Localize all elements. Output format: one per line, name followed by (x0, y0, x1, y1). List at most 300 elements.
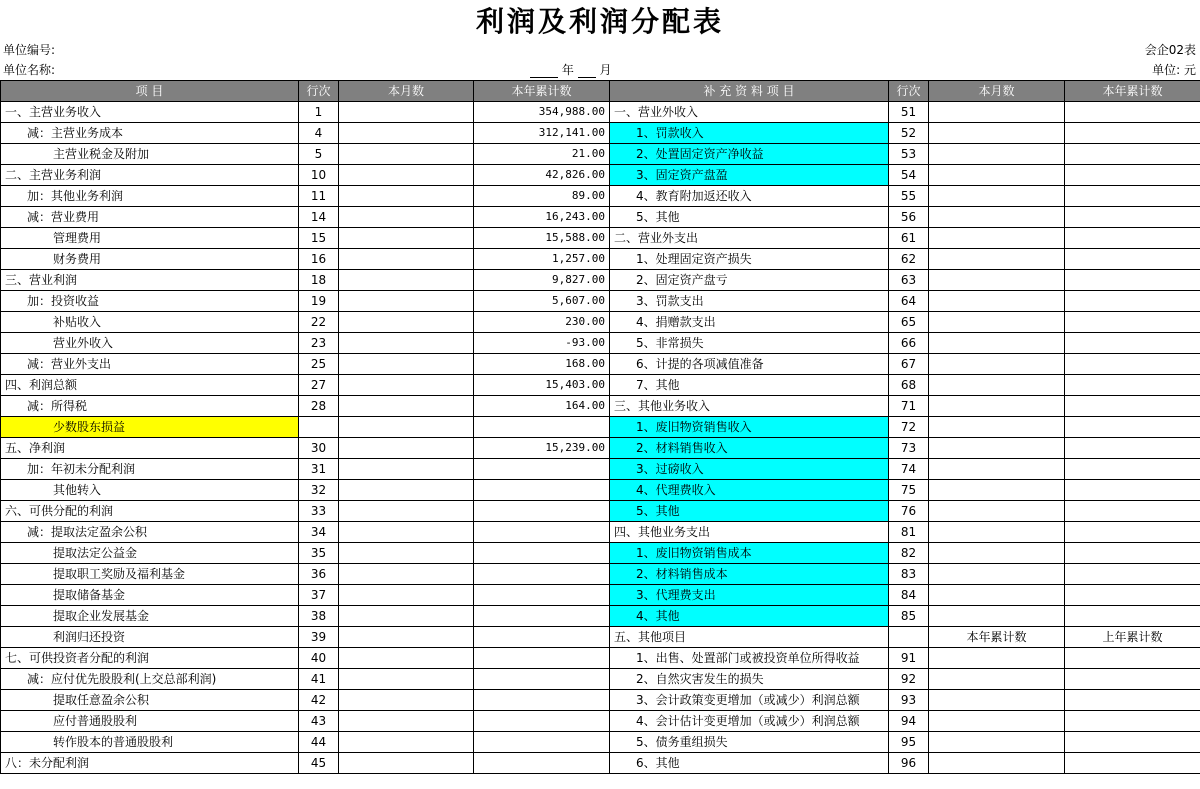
ytd-value-cell[interactable] (474, 564, 610, 585)
month-value-cell[interactable] (339, 564, 474, 585)
supp-month-value-cell[interactable] (929, 312, 1065, 333)
supp-month-value-cell[interactable] (929, 144, 1065, 165)
table-row (1, 270, 1200, 291)
supp-month-value-cell[interactable] (929, 480, 1065, 501)
table-row (1, 564, 1200, 585)
supp-ytd-value-cell[interactable] (1065, 543, 1200, 564)
supp-ytd-value-cell[interactable] (1065, 165, 1200, 186)
supp-row-no-cell[interactable]: 63 (889, 270, 929, 291)
month-value-cell[interactable] (339, 732, 474, 753)
supp-month-value-cell[interactable] (929, 438, 1065, 459)
row-no-cell[interactable]: 45 (299, 753, 339, 774)
supp-month-value-cell[interactable] (929, 606, 1065, 627)
supp-item-cell[interactable]: 3、会计政策变更增加（或减少）利润总额 (610, 690, 889, 711)
row-no-cell[interactable]: 39 (299, 627, 339, 648)
header-ytd: 本年累计数 (474, 81, 610, 102)
ytd-value-cell[interactable]: 15,239.00 (474, 438, 610, 459)
supp-row-no-cell[interactable]: 54 (889, 165, 929, 186)
supp-item-cell[interactable]: 6、其他 (610, 753, 889, 774)
supp-row-no-cell[interactable]: 62 (889, 249, 929, 270)
table-row (1, 207, 1200, 228)
supp-ytd-value-cell[interactable] (1065, 333, 1200, 354)
table-body (1, 102, 1200, 774)
header-supp-item: 补 充 资 料 项 目 (610, 81, 889, 102)
supp-row-no-cell[interactable]: 61 (889, 228, 929, 249)
item-cell[interactable]: 四、利润总额 (1, 375, 299, 396)
item-cell[interactable]: 提取职工奖励及福利基金 (1, 564, 299, 585)
item-cell[interactable]: 减：营业外支出 (1, 354, 299, 375)
supp-row-no-cell[interactable]: 51 (889, 102, 929, 123)
supp-row-no-cell[interactable]: 94 (889, 711, 929, 732)
ytd-value-cell[interactable] (474, 711, 610, 732)
ytd-value-cell[interactable] (474, 690, 610, 711)
month-label: 月 (599, 63, 612, 77)
row-no-cell[interactable]: 41 (299, 669, 339, 690)
supp-month-value-cell[interactable] (929, 123, 1065, 144)
ytd-value-cell[interactable]: 42,826.00 (474, 165, 610, 186)
supp-item-cell[interactable]: 5、其他 (610, 501, 889, 522)
row-no-cell[interactable]: 30 (299, 438, 339, 459)
supp-row-no-cell[interactable]: 67 (889, 354, 929, 375)
row-no-cell[interactable]: 4 (299, 123, 339, 144)
item-cell[interactable]: 减：主营业务成本 (1, 123, 299, 144)
header-item: 项 目 (1, 81, 299, 102)
supp-row-no-cell[interactable]: 82 (889, 543, 929, 564)
month-value-cell[interactable] (339, 333, 474, 354)
supp-ytd-value-cell[interactable] (1065, 732, 1200, 753)
table-row (1, 144, 1200, 165)
table-row (1, 522, 1200, 543)
month-value-cell[interactable] (339, 270, 474, 291)
table-row (1, 501, 1200, 522)
item-cell[interactable]: 提取任意盈余公积 (1, 690, 299, 711)
supp-item-cell[interactable]: 7、其他 (610, 375, 889, 396)
supp-month-value-cell[interactable] (929, 186, 1065, 207)
supp-ytd-value-cell[interactable] (1065, 396, 1200, 417)
supp-row-no-cell[interactable]: 73 (889, 438, 929, 459)
supp-ytd-value-cell[interactable] (1065, 291, 1200, 312)
month-value-cell[interactable] (339, 354, 474, 375)
supp-month-value-cell[interactable] (929, 543, 1065, 564)
item-cell[interactable]: 补贴收入 (1, 312, 299, 333)
table-row (1, 249, 1200, 270)
item-cell[interactable]: 减：应付优先股股利(上交总部利润) (1, 669, 299, 690)
ytd-value-cell[interactable]: 9,827.00 (474, 270, 610, 291)
supp-month-value-cell[interactable] (929, 711, 1065, 732)
supp-ytd-value-cell[interactable] (1065, 102, 1200, 123)
supp-item-cell[interactable]: 1、罚款收入 (610, 123, 889, 144)
supp-month-value-cell[interactable] (929, 228, 1065, 249)
supp-ytd-value-cell[interactable] (1065, 459, 1200, 480)
supp-row-no-cell[interactable]: 92 (889, 669, 929, 690)
month-value-cell[interactable] (339, 291, 474, 312)
supp-month-value-cell[interactable] (929, 522, 1065, 543)
table-row (1, 312, 1200, 333)
header-supp-row-no: 行次 (889, 81, 929, 102)
month-value-cell[interactable] (339, 123, 474, 144)
table-row (1, 753, 1200, 774)
table-row (1, 396, 1200, 417)
supp-month-value-cell[interactable] (929, 648, 1065, 669)
supp-month-value-cell[interactable] (929, 165, 1065, 186)
supp-ytd-value-cell[interactable] (1065, 648, 1200, 669)
supp-ytd-value-cell[interactable] (1065, 585, 1200, 606)
month-value-cell[interactable] (339, 690, 474, 711)
ytd-value-cell[interactable]: 168.00 (474, 354, 610, 375)
month-value-cell[interactable] (339, 711, 474, 732)
ytd-value-cell[interactable] (474, 501, 610, 522)
supp-ytd-value-cell[interactable] (1065, 375, 1200, 396)
supp-month-value-cell[interactable] (929, 102, 1065, 123)
supp-month-value-cell[interactable] (929, 585, 1065, 606)
item-cell[interactable]: 减：所得税 (1, 396, 299, 417)
item-cell[interactable]: 提取储备基金 (1, 585, 299, 606)
supp-month-value-cell[interactable] (929, 354, 1065, 375)
ytd-value-cell[interactable]: 1,257.00 (474, 249, 610, 270)
table-row (1, 690, 1200, 711)
supp-ytd-value-cell[interactable] (1065, 606, 1200, 627)
row-no-cell[interactable]: 32 (299, 480, 339, 501)
supp-item-cell[interactable]: 3、固定资产盘盈 (610, 165, 889, 186)
supp-row-no-cell[interactable]: 84 (889, 585, 929, 606)
supp-month-value-cell[interactable] (929, 459, 1065, 480)
supp-ytd-value-cell[interactable] (1065, 564, 1200, 585)
item-cell[interactable]: 提取企业发展基金 (1, 606, 299, 627)
supp-item-cell[interactable]: 3、过磅收入 (610, 459, 889, 480)
form-code: 会企02表 (1144, 43, 1196, 57)
supp-month-value-cell[interactable] (929, 396, 1065, 417)
month-value-cell[interactable] (339, 438, 474, 459)
month-value-cell[interactable] (339, 669, 474, 690)
table-row (1, 102, 1200, 123)
month-value-cell[interactable] (339, 459, 474, 480)
supp-item-cell[interactable]: 1、废旧物资销售成本 (610, 543, 889, 564)
table-row (1, 354, 1200, 375)
unit-label: 单位: 元 (1152, 63, 1196, 77)
supp-item-cell[interactable]: 3、代理费支出 (610, 585, 889, 606)
item-cell[interactable]: 六、可供分配的利润 (1, 501, 299, 522)
supp-row-no-cell[interactable]: 81 (889, 522, 929, 543)
supp-ytd-value-cell[interactable] (1065, 144, 1200, 165)
supp-item-cell[interactable]: 4、教育附加返还收入 (610, 186, 889, 207)
supp-ytd-value-cell[interactable] (1065, 123, 1200, 144)
supp-month-value-cell[interactable] (929, 753, 1065, 774)
supp-item-cell[interactable]: 5、债务重组损失 (610, 732, 889, 753)
supp-month-value-cell[interactable] (929, 270, 1065, 291)
supp-item-cell[interactable]: 6、计提的各项减值准备 (610, 354, 889, 375)
row-no-cell[interactable]: 43 (299, 711, 339, 732)
month-value-cell[interactable] (339, 375, 474, 396)
supp-month-value-cell[interactable]: 本年累计数 (929, 627, 1065, 648)
supp-item-cell[interactable]: 四、其他业务支出 (610, 522, 889, 543)
supp-ytd-value-cell[interactable] (1065, 354, 1200, 375)
supp-month-value-cell[interactable] (929, 333, 1065, 354)
month-value-cell[interactable] (339, 417, 474, 438)
supp-ytd-value-cell[interactable] (1065, 228, 1200, 249)
item-cell[interactable]: 加：其他业务利润 (1, 186, 299, 207)
supp-item-cell[interactable]: 3、罚款支出 (610, 291, 889, 312)
supp-month-value-cell[interactable] (929, 291, 1065, 312)
supp-item-cell[interactable]: 4、捐赠款支出 (610, 312, 889, 333)
supp-row-no-cell[interactable]: 65 (889, 312, 929, 333)
item-cell[interactable]: 减：营业费用 (1, 207, 299, 228)
supp-row-no-cell[interactable]: 96 (889, 753, 929, 774)
ytd-value-cell[interactable]: 16,243.00 (474, 207, 610, 228)
month-value-cell[interactable] (339, 627, 474, 648)
month-value-cell[interactable] (339, 543, 474, 564)
ytd-value-cell[interactable]: 15,588.00 (474, 228, 610, 249)
ytd-value-cell[interactable] (474, 459, 610, 480)
table-row (1, 648, 1200, 669)
supp-ytd-value-cell[interactable] (1065, 207, 1200, 228)
item-cell[interactable]: 三、营业利润 (1, 270, 299, 291)
supp-row-no-cell[interactable] (889, 627, 929, 648)
month-value-cell[interactable] (339, 606, 474, 627)
row-no-cell[interactable]: 31 (299, 459, 339, 480)
page-title: 利润及利润分配表 (475, 5, 724, 38)
year-label: 年 (561, 63, 574, 77)
row-no-cell[interactable]: 33 (299, 501, 339, 522)
table-row (1, 228, 1200, 249)
month-value-cell[interactable] (339, 585, 474, 606)
supp-item-cell[interactable]: 三、其他业务收入 (610, 396, 889, 417)
row-no-cell[interactable]: 37 (299, 585, 339, 606)
supp-ytd-value-cell[interactable] (1065, 312, 1200, 333)
row-no-cell[interactable]: 19 (299, 291, 339, 312)
supp-month-value-cell[interactable] (929, 501, 1065, 522)
supp-row-no-cell[interactable]: 68 (889, 375, 929, 396)
supp-month-value-cell[interactable] (929, 207, 1065, 228)
ytd-value-cell[interactable] (474, 543, 610, 564)
supp-row-no-cell[interactable]: 91 (889, 648, 929, 669)
ytd-value-cell[interactable] (474, 648, 610, 669)
ytd-value-cell[interactable]: 354,988.00 (474, 102, 610, 123)
table-row (1, 438, 1200, 459)
supp-item-cell[interactable]: 二、营业外支出 (610, 228, 889, 249)
ytd-value-cell[interactable] (474, 753, 610, 774)
ytd-value-cell[interactable]: 312,141.00 (474, 123, 610, 144)
row-no-cell[interactable]: 44 (299, 732, 339, 753)
supp-ytd-value-cell[interactable]: 上年累计数 (1065, 627, 1200, 648)
row-no-cell[interactable]: 27 (299, 375, 339, 396)
month-value-cell[interactable] (339, 480, 474, 501)
row-no-cell[interactable]: 35 (299, 543, 339, 564)
supp-item-cell[interactable]: 2、自然灾害发生的损失 (610, 669, 889, 690)
row-no-cell[interactable]: 18 (299, 270, 339, 291)
supp-ytd-value-cell[interactable] (1065, 711, 1200, 732)
supp-ytd-value-cell[interactable] (1065, 438, 1200, 459)
table-row (1, 732, 1200, 753)
ytd-value-cell[interactable] (474, 732, 610, 753)
ytd-value-cell[interactable]: 230.00 (474, 312, 610, 333)
period-field (530, 62, 612, 78)
year-blank[interactable] (530, 65, 558, 78)
row-no-cell[interactable]: 15 (299, 228, 339, 249)
header-supp-month: 本月数 (929, 81, 1065, 102)
ytd-value-cell[interactable]: 5,607.00 (474, 291, 610, 312)
supp-ytd-value-cell[interactable] (1065, 501, 1200, 522)
supp-item-cell[interactable]: 4、其他 (610, 606, 889, 627)
supp-row-no-cell[interactable]: 75 (889, 480, 929, 501)
month-value-cell[interactable] (339, 186, 474, 207)
supp-month-value-cell[interactable] (929, 375, 1065, 396)
supp-row-no-cell[interactable]: 72 (889, 417, 929, 438)
table-row (1, 417, 1200, 438)
supp-item-cell[interactable]: 1、出售、处置部门或被投资单位所得收益 (610, 648, 889, 669)
table-row (1, 123, 1200, 144)
month-value-cell[interactable] (339, 228, 474, 249)
month-value-cell[interactable] (339, 396, 474, 417)
item-cell[interactable]: 其他转入 (1, 480, 299, 501)
row-no-cell[interactable]: 28 (299, 396, 339, 417)
ytd-value-cell[interactable] (474, 522, 610, 543)
table-row (1, 333, 1200, 354)
supp-month-value-cell[interactable] (929, 732, 1065, 753)
item-cell[interactable]: 财务费用 (1, 249, 299, 270)
supp-row-no-cell[interactable]: 76 (889, 501, 929, 522)
supp-item-cell[interactable]: 2、固定资产盘亏 (610, 270, 889, 291)
supp-ytd-value-cell[interactable] (1065, 522, 1200, 543)
supp-item-cell[interactable]: 4、会计估计变更增加（或减少）利润总额 (610, 711, 889, 732)
row-no-cell[interactable]: 38 (299, 606, 339, 627)
supp-month-value-cell[interactable] (929, 690, 1065, 711)
supp-row-no-cell[interactable]: 83 (889, 564, 929, 585)
month-value-cell[interactable] (339, 207, 474, 228)
item-cell[interactable]: 加：年初未分配利润 (1, 459, 299, 480)
supp-item-cell[interactable]: 一、营业外收入 (610, 102, 889, 123)
ytd-value-cell[interactable] (474, 669, 610, 690)
month-value-cell[interactable] (339, 522, 474, 543)
row-no-cell[interactable]: 14 (299, 207, 339, 228)
supp-month-value-cell[interactable] (929, 417, 1065, 438)
supp-item-cell[interactable]: 2、处置固定资产净收益 (610, 144, 889, 165)
table-row (1, 585, 1200, 606)
row-no-cell[interactable]: 36 (299, 564, 339, 585)
ytd-value-cell[interactable]: -93.00 (474, 333, 610, 354)
supp-row-no-cell[interactable]: 66 (889, 333, 929, 354)
month-value-cell[interactable] (339, 648, 474, 669)
month-value-cell[interactable] (339, 753, 474, 774)
item-cell[interactable]: 提取法定公益金 (1, 543, 299, 564)
supp-ytd-value-cell[interactable] (1065, 753, 1200, 774)
supp-item-cell[interactable]: 5、其他 (610, 207, 889, 228)
ytd-value-cell[interactable] (474, 585, 610, 606)
row-no-cell[interactable]: 40 (299, 648, 339, 669)
header-row-no: 行次 (299, 81, 339, 102)
ytd-value-cell[interactable] (474, 480, 610, 501)
supp-item-cell[interactable]: 2、材料销售成本 (610, 564, 889, 585)
table-row (1, 480, 1200, 501)
table-row (1, 606, 1200, 627)
ytd-value-cell[interactable]: 21.00 (474, 144, 610, 165)
unit-name-label: 单位名称: (3, 63, 56, 77)
item-cell[interactable]: 减：提取法定盈余公积 (1, 522, 299, 543)
item-cell[interactable]: 转作股本的普通股股利 (1, 732, 299, 753)
month-value-cell[interactable] (339, 501, 474, 522)
supp-month-value-cell[interactable] (929, 249, 1065, 270)
unit-code-label: 单位编号: (3, 43, 56, 57)
ytd-value-cell[interactable] (474, 606, 610, 627)
month-value-cell[interactable] (339, 249, 474, 270)
row-no-cell[interactable]: 1 (299, 102, 339, 123)
item-cell[interactable]: 二、主营业务利润 (1, 165, 299, 186)
row-no-cell[interactable]: 34 (299, 522, 339, 543)
row-no-cell[interactable]: 22 (299, 312, 339, 333)
month-value-cell[interactable] (339, 312, 474, 333)
header-supp-ytd: 本年累计数 (1065, 81, 1200, 102)
row-no-cell[interactable]: 5 (299, 144, 339, 165)
row-no-cell[interactable]: 10 (299, 165, 339, 186)
supp-ytd-value-cell[interactable] (1065, 249, 1200, 270)
row-no-cell[interactable]: 25 (299, 354, 339, 375)
table-row (1, 165, 1200, 186)
table-row (1, 543, 1200, 564)
item-cell[interactable]: 一、主营业务收入 (1, 102, 299, 123)
month-blank[interactable] (578, 65, 596, 78)
item-cell[interactable]: 加：投资收益 (1, 291, 299, 312)
supp-item-cell[interactable]: 五、其他项目 (610, 627, 889, 648)
supp-row-no-cell[interactable]: 71 (889, 396, 929, 417)
supp-row-no-cell[interactable]: 64 (889, 291, 929, 312)
item-cell[interactable]: 七、可供投资者分配的利润 (1, 648, 299, 669)
supp-row-no-cell[interactable]: 95 (889, 732, 929, 753)
item-cell[interactable]: 五、净利润 (1, 438, 299, 459)
item-cell[interactable]: 少数股东损益 (1, 417, 299, 438)
supp-ytd-value-cell[interactable] (1065, 669, 1200, 690)
item-cell[interactable]: 主营业税金及附加 (1, 144, 299, 165)
row-no-cell[interactable]: 23 (299, 333, 339, 354)
item-cell[interactable]: 管理费用 (1, 228, 299, 249)
supp-item-cell[interactable]: 1、处理固定资产损失 (610, 249, 889, 270)
ytd-value-cell[interactable]: 89.00 (474, 186, 610, 207)
supp-row-no-cell[interactable]: 85 (889, 606, 929, 627)
supp-item-cell[interactable]: 4、代理费收入 (610, 480, 889, 501)
row-no-cell[interactable]: 16 (299, 249, 339, 270)
month-value-cell[interactable] (339, 144, 474, 165)
supp-ytd-value-cell[interactable] (1065, 186, 1200, 207)
table-row (1, 375, 1200, 396)
ytd-value-cell[interactable] (474, 417, 610, 438)
supp-row-no-cell[interactable]: 74 (889, 459, 929, 480)
supp-row-no-cell[interactable]: 56 (889, 207, 929, 228)
item-cell[interactable]: 应付普通股股利 (1, 711, 299, 732)
supp-ytd-value-cell[interactable] (1065, 270, 1200, 291)
month-value-cell[interactable] (339, 102, 474, 123)
supp-item-cell[interactable]: 1、废旧物资销售收入 (610, 417, 889, 438)
supp-item-cell[interactable]: 2、材料销售收入 (610, 438, 889, 459)
ytd-value-cell[interactable]: 164.00 (474, 396, 610, 417)
supp-row-no-cell[interactable]: 52 (889, 123, 929, 144)
ytd-value-cell[interactable] (474, 627, 610, 648)
row-no-cell[interactable]: 11 (299, 186, 339, 207)
supp-month-value-cell[interactable] (929, 669, 1065, 690)
supp-row-no-cell[interactable]: 55 (889, 186, 929, 207)
supp-ytd-value-cell[interactable] (1065, 417, 1200, 438)
supp-ytd-value-cell[interactable] (1065, 690, 1200, 711)
supp-item-cell[interactable]: 5、非常损失 (610, 333, 889, 354)
ytd-value-cell[interactable]: 15,403.00 (474, 375, 610, 396)
supp-row-no-cell[interactable]: 93 (889, 690, 929, 711)
row-no-cell[interactable] (299, 417, 339, 438)
item-cell[interactable]: 利润归还投资 (1, 627, 299, 648)
supp-month-value-cell[interactable] (929, 564, 1065, 585)
month-value-cell[interactable] (339, 165, 474, 186)
item-cell[interactable]: 营业外收入 (1, 333, 299, 354)
supp-ytd-value-cell[interactable] (1065, 480, 1200, 501)
supp-row-no-cell[interactable]: 53 (889, 144, 929, 165)
row-no-cell[interactable]: 42 (299, 690, 339, 711)
item-cell[interactable]: 八：未分配利润 (1, 753, 299, 774)
